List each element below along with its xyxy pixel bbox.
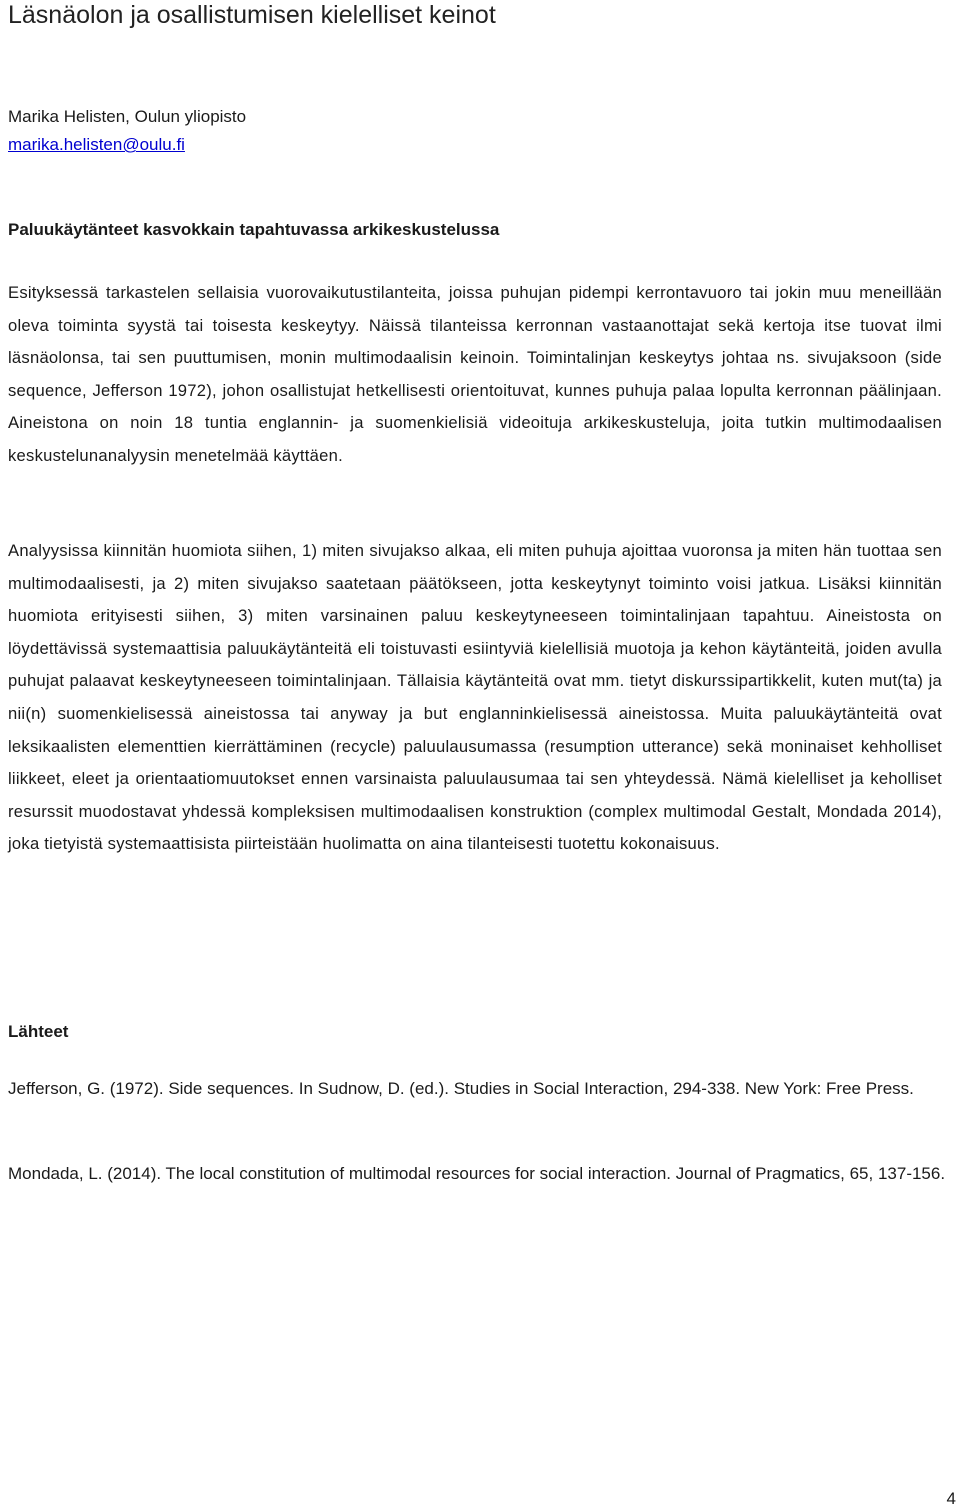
abstract-paragraph-2: Analyysissa kiinnitän huomiota siihen, 1) miten sivujakso alkaa, eli miten puhuja ajoittaa vuoronsa ja miten hän tuottaa sen multimodaalisesti, ja 2) miten sivujakso saatetaan päätökseen, jotta keskeytynyt toiminto voisi jatkua. Lisäksi kiinnitän huomiota erityisesti siihen, 3) miten varsinainen paluu keskeytyneeseen toimintalinjaan tapahtuu. Aineistosta on löydettävissä systemaattisia paluukäytänteitä eli toistuvasti esiintyviä kielellisiä muotoja ja kehon käytänteitä, joiden avulla puhujat palaavat keskeytyneeseen toimintalinjaan. Tällaisia käytänteitä ovat mm. tietyt diskurssipartikkelit, kuten mut(ta) ja nii(n) suomenkielisessä aineistossa tai anyway ja but englanninkielisessä aineistossa. Muita paluukäytänteitä ovat leksikaalisten elementtien kierrättäminen (recycle) paluulausumassa (resumption utterance) sekä moninaiset kehholliset liikkeet, eleet ja orientaatiomuutokset ennen varsinaista paluulausumaa tai sen yhteydessä. Nämä kielelliset ja keholliset resurssit muodostavat yhdessä kompleksisen multimodaalisen konstruktion (complex multimodal Gestalt, Mondada 2014), joka tietyistä systemaattisista piirteistään huolimatta on aina tilanteisesti tuotettu kokonaisuus. bbox=[8, 541, 942, 854]
author-email-link[interactable]: marika.helisten@oulu.fi bbox=[8, 135, 185, 154]
abstract-title: Paluukäytänteet kasvokkain tapahtuvassa arkikeskustelussa bbox=[8, 220, 500, 239]
page-number: 4 bbox=[946, 1489, 956, 1508]
reference-item: Mondada, L. (2014). The local constitution of multimodal resources for social interaction. Journal of Pragmatics, 65, 137-156. bbox=[8, 1164, 946, 1183]
reference-item: Jefferson, G. (1972). Side sequences. In Sudnow, D. (ed.). Studies in Social Interaction, 294-338. New York: Free Press. bbox=[8, 1079, 914, 1098]
author-affiliation: Marika Helisten, Oulun yliopisto bbox=[8, 107, 247, 126]
references-heading: Lähteet bbox=[8, 1022, 69, 1041]
document-title: Läsnäolon ja osallistumisen kielelliset keinot bbox=[8, 1, 496, 29]
abstract-paragraph-1: Esityksessä tarkastelen sellaisia vuorovaikutustilanteita, joissa puhujan pidempi kerrontavuoro tai jokin muu meneillään oleva toiminta syystä tai toisesta keskeytyy. Näissä tilanteissa kerronnan vastaanottajat sekä kertoja itse tuovat ilmi läsnäolonsa, tai sen puuttumisen, monin multimodaalisin keinoin. Toimintalinjan keskeytys johtaa ns. sivujaksoon (side sequence, Jefferson 1972), johon osallistujat hetkellisesti orientoituvat, kunnes puhuja palaa lopulta kerronnan päälinjaan. Aineistona on noin 18 tuntia englannin- ja suomenkielisiä videoituja arkikeskusteluja, joita tutkin multimodaalisen keskustelunanalyysin menetelmää käyttäen. bbox=[8, 283, 942, 465]
